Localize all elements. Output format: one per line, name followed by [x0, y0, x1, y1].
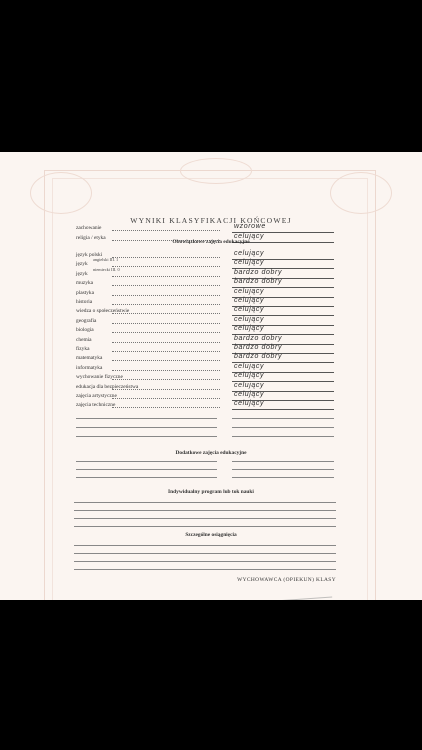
blank-line — [74, 518, 336, 519]
border-ornament — [180, 158, 252, 184]
grade-value: celujący — [234, 315, 265, 323]
subject-label: muzyka — [76, 280, 94, 287]
dotted-leader — [112, 366, 220, 371]
dotted-leader — [112, 338, 220, 343]
grade-line — [232, 409, 334, 410]
dotted-leader — [112, 403, 220, 408]
grade-value: wzorowe — [234, 223, 266, 230]
dotted-leader — [112, 394, 220, 399]
subject-label: zajęcia techniczne — [76, 402, 116, 409]
dotted-leader — [112, 328, 220, 333]
subject-label: język — [76, 270, 88, 277]
grade-value: celujący — [234, 233, 265, 240]
subject-label: edukacja dla bezpieczeństwa — [76, 383, 139, 390]
blank-line — [76, 461, 217, 462]
subject-label: fizyka — [76, 346, 90, 352]
subject-label: język polski — [76, 252, 103, 258]
subject-label: informatyka — [76, 364, 103, 371]
blank-line — [232, 418, 334, 419]
dotted-leader — [112, 300, 220, 305]
individual-heading: Indywidualny program lub tok nauki — [168, 489, 254, 495]
dotted-leader — [112, 309, 220, 314]
subject-label: geografia — [76, 317, 97, 324]
blank-line — [74, 553, 336, 554]
dotted-leader — [112, 272, 220, 277]
grade-value: celujący — [234, 306, 265, 314]
document-title: WYNIKI KLASYFIKACJI KOŃCOWEJ — [130, 216, 292, 225]
grade-value: celujący — [234, 372, 265, 380]
blank-line — [74, 561, 336, 562]
dotted-leader — [112, 347, 220, 352]
subject-label: religia / etyka — [76, 235, 106, 241]
blank-line — [74, 545, 336, 546]
dotted-leader — [112, 319, 220, 324]
subject-label: biologia — [76, 327, 94, 334]
dotted-leader — [112, 375, 220, 380]
certificate-page — [0, 152, 422, 600]
grade-value: bardzo dobry — [234, 268, 283, 276]
blank-line — [76, 469, 217, 470]
subject-label: język — [76, 261, 88, 268]
subject-label: wychowanie fizyczne — [76, 374, 123, 381]
dotted-leader — [112, 226, 220, 231]
blank-line — [232, 469, 334, 470]
blank-line — [76, 436, 217, 437]
grade-value: bardzo dobry — [234, 334, 283, 342]
grade-value: celujący — [234, 381, 265, 389]
dotted-leader — [112, 291, 220, 296]
subject-label: wiedza o społeczeństwie — [76, 308, 130, 315]
dotted-leader — [112, 356, 220, 361]
subject-label: zachowanie — [76, 225, 102, 231]
blank-line — [76, 477, 217, 478]
subject-sublabel: angielski III. 1 — [93, 257, 119, 263]
grade-value: celujący — [234, 297, 265, 304]
achievements-heading: Szczególne osiągnięcia — [185, 532, 237, 538]
blank-line — [76, 427, 217, 428]
grade-value: celujący — [234, 250, 265, 257]
additional-heading: Dodatkowe zajęcia edukacyjne — [175, 450, 247, 456]
blank-line — [74, 510, 336, 511]
blank-line — [76, 418, 217, 419]
grade-value: bardzo dobry — [234, 278, 283, 286]
blank-line — [232, 477, 334, 478]
dotted-leader — [112, 262, 220, 267]
grade-value: celujący — [234, 259, 265, 267]
border-ornament — [330, 172, 392, 214]
blank-line — [232, 427, 334, 428]
grade-value: celujący — [234, 325, 265, 333]
blank-line — [74, 569, 336, 570]
grade-value: celujący — [234, 400, 265, 408]
dotted-leader — [112, 253, 220, 258]
subject-label: matematyka — [76, 355, 103, 362]
homeroom-teacher-label: WYCHOWAWCA (OPIEKUN) KLASY — [237, 577, 336, 583]
grade-value: bardzo dobry — [234, 344, 283, 351]
subject-label: plastyka — [76, 289, 94, 296]
mandatory-heading: Obowiązkowe zajęcia edukacyjne — [172, 239, 250, 245]
blank-line — [232, 461, 334, 462]
dotted-leader — [112, 385, 220, 390]
blank-line — [74, 502, 336, 503]
blank-line — [232, 436, 334, 437]
grade-value: celujący — [234, 391, 265, 398]
blank-line — [74, 526, 336, 527]
border-ornament — [30, 172, 92, 214]
subject-label: chemia — [76, 336, 92, 343]
grade-value: bardzo dobry — [234, 353, 283, 361]
subject-sublabel: niemiecki III. 0 — [93, 266, 120, 272]
dotted-leader — [112, 281, 220, 286]
grade-value: celujący — [234, 362, 265, 370]
grade-value: celujący — [234, 287, 265, 295]
subject-label: zajęcia artystyczne — [76, 393, 117, 399]
subject-label: historia — [76, 299, 93, 305]
